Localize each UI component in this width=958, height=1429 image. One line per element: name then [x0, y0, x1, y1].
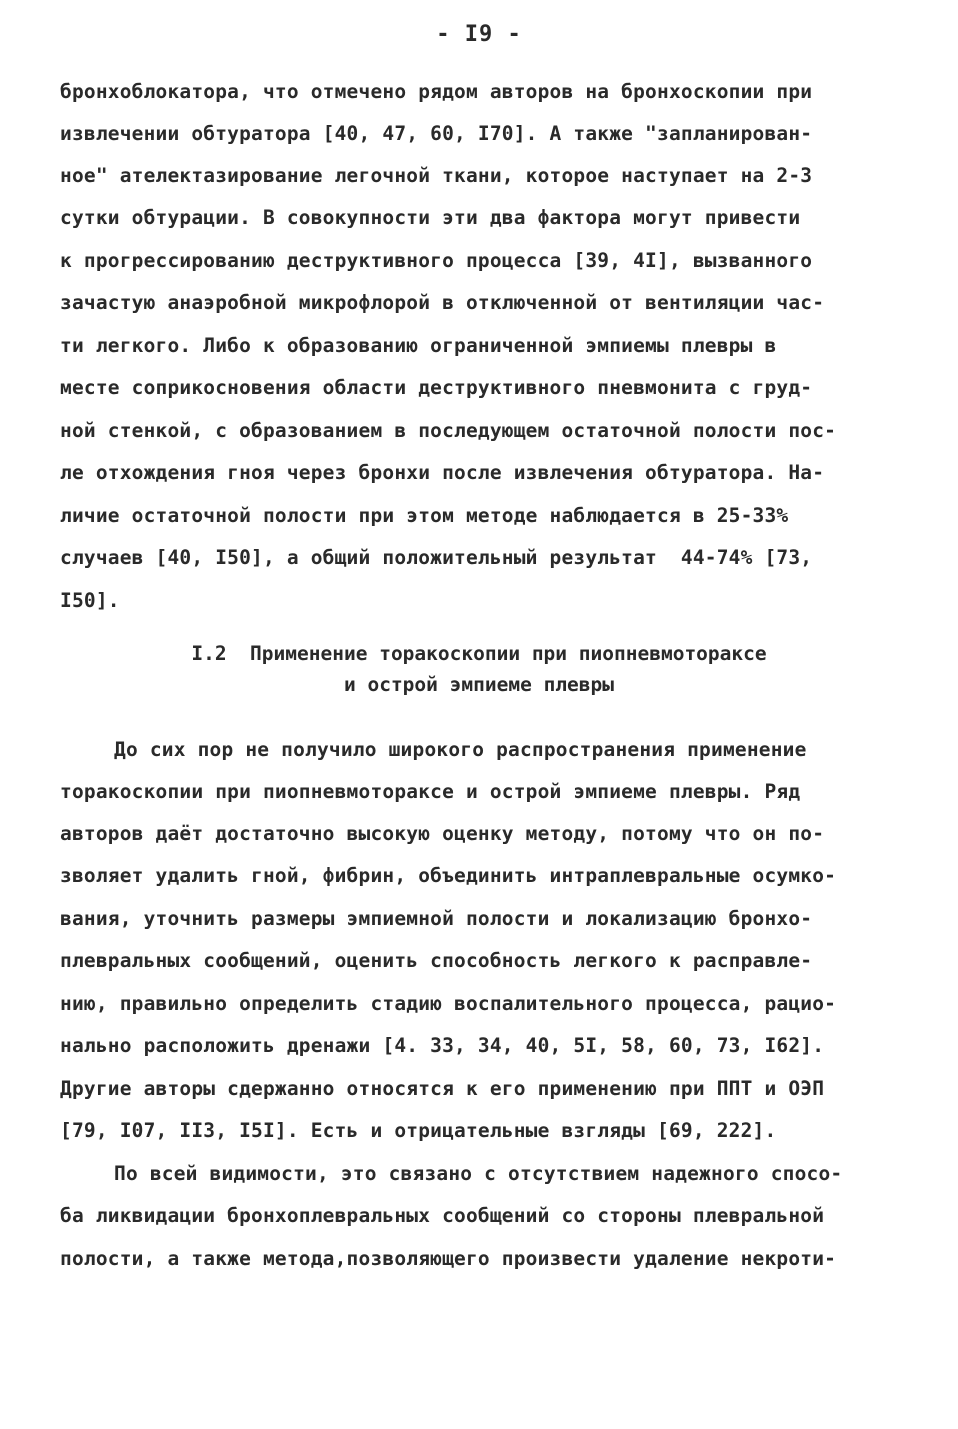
text-line: зачастую анаэробной микрофлорой в отключенной от вентиляции час-: [60, 291, 825, 314]
text-line: торакоскопии при пиопневмотораксе и острой эмпиеме плевры. Ряд: [60, 780, 801, 803]
text-line: вания, уточнить размеры эмпиемной полости и локализацию бронхо-: [60, 907, 813, 930]
text-line: ба ликвидации бронхоплевральных сообщений со стороны плевральной: [60, 1204, 825, 1227]
text-line: личие остаточной полости при этом методе наблюдается в 25-33%: [60, 504, 789, 527]
text-line: ти легкого. Либо к образованию ограниченной эмпиемы плевры в: [60, 334, 777, 357]
text-line: По всей видимости, это связано с отсутствием надежного спосо-: [114, 1162, 843, 1185]
text-line: зволяет удалить гной, фибрин, объединить интраплевральные осумко-: [60, 864, 837, 887]
text-line: полости, а также метода,позволяющего произвести удаление некроти-: [60, 1247, 837, 1270]
text-line: извлечении обтуратора [40, 47, 60, I70]. А также "запланирован-: [60, 122, 813, 145]
text-line: I50].: [60, 589, 120, 612]
text-line: ле отхождения гноя через бронхи после извлечения обтуратора. На-: [60, 461, 825, 484]
text-line: бронхоблокатора, что отмечено рядом авторов на бронхоскопии при: [60, 80, 813, 103]
text-line: нально расположить дренажи [4. 33, 34, 40, 5I, 58, 60, 73, I62].: [60, 1034, 825, 1057]
text-line: сутки обтурации. В совокупности эти два фактора могут привести: [60, 206, 801, 229]
text-line: плевральных сообщений, оценить способность легкого к расправле-: [60, 949, 813, 972]
text-line: случаев [40, I50], а общий положительный результат 44-74% [73,: [60, 546, 813, 569]
page-number: - I9 -: [436, 22, 522, 47]
text-line: ное" ателектазирование легочной ткани, которое наступает на 2-3: [60, 164, 813, 187]
text-line: авторов даёт достаточно высокую оценку методу, потому что он по-: [60, 822, 825, 845]
text-line: До сих пор не получило широкого распространения применение: [114, 738, 807, 761]
text-line: к прогрессированию деструктивного процесса [39, 4I], вызванного: [60, 249, 813, 272]
heading-line: I.2 Применение торакоскопии при пиопневмотораксе: [191, 642, 767, 665]
text-line: ной стенкой, с образованием в последующем остаточной полости пос-: [60, 419, 837, 442]
text-line: месте соприкосновения области деструктивного пневмонита с груд-: [60, 376, 813, 399]
heading-line: и острой эмпиеме плевры: [343, 673, 615, 696]
text-line: [79, I07, II3, I5I]. Есть и отрицательные взгляды [69, 222].: [60, 1119, 777, 1142]
text-line: нию, правильно определить стадию воспалительного процесса, рацио-: [60, 992, 837, 1015]
text-line: Другие авторы сдержанно относятся к его применению при ППТ и ОЭП: [60, 1077, 825, 1100]
